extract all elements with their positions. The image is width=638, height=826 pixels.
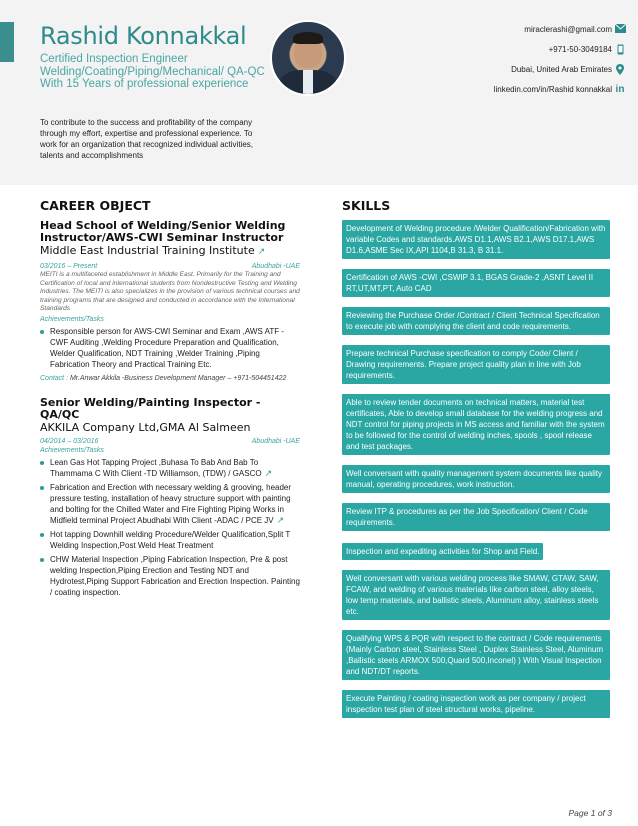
skill-tag: Well conversant with quality management system documents like quality manual, operating procedures, work instruction. (342, 465, 610, 493)
skill-tag: Reviewing the Purchase Order /Contract / Client Technical Specification to execute job with complying the client and code requirements. (342, 307, 610, 335)
skill-tag: Prepare technical Purchase specification to comply Code/ Client / Drawing requirements. Prepare project quality plan in line with Job requirements. (342, 345, 610, 384)
job-contact (40, 374, 300, 383)
photo-hair (293, 32, 323, 44)
contact-linkedin[interactable]: linkedin.com/in/Rashid konnakkal (493, 85, 612, 94)
skill-tag: Able to review tender documents on technical matters, material test certificates, Able to develop small database for the welding progress and NDT control for piping projects in MS access and familiar with the system to be followed for the control of welding inches, spools , spool release and test packages. (342, 394, 610, 455)
task-item: Hot tapping Downhill welding Procedure/Welder Qualification,Split T Welding Inspection,Post Weld Heat Treatment (40, 529, 300, 551)
job-entry (40, 220, 300, 383)
job-company (40, 244, 300, 259)
skill-tag: Qualifying WPS & PQR with respect to the contract / Code requirements (Mainly Carbon steel, Stainless Steel , Duplex Stainless Steel, Aluminum ,Ballistic steels ARMOX 500,Quard 500,Inconel) ) With Visual Inspection and NDT/DT reports. (342, 630, 610, 680)
photo-shirt (303, 70, 313, 94)
career-section-title: CAREER OBJECT (40, 198, 151, 213)
accent-bar (0, 22, 14, 62)
skill-tag: Development of Welding procedure /Welder Qualification/Fabrication with variable Codes and standards.AWS D1.1,AWS B2.1,AWS D17.1,AWS D1.6,ASME Sec IX,API 1104,B 31.3, B 31.1. (342, 220, 610, 259)
job-location: Abudhabi -UAE (251, 437, 300, 445)
skills-section-title: SKILLS (342, 198, 391, 213)
candidate-headline: Certified Inspection Engineer Welding/Coating/Piping/Mechanical/ QA-QC With 15 Years of professional experience (40, 53, 265, 90)
summary-text: To contribute to the success and profitability of the company through my effort, expertise and professional experience. To work for an organization that recognized individual activities, talents and accomplishments (40, 118, 254, 160)
tasks-label: Achievements/Tasks (40, 315, 104, 323)
external-link-icon[interactable]: ↗ (276, 514, 285, 525)
task-item: CHW Material Inspection ,Piping Fabrication Inspection, Pre & post welding Inspection,Piping Erection and Testing NDT and Hydrotest,Piping Support Fabrication and Erection Inspection. Painting / coating inspection. (40, 554, 300, 598)
skill-tag: Review ITP & procedures as per the Job Specification/ Client / Code requirements. (342, 503, 610, 531)
task-item: Responsible person for AWS-CWI Seminar and Exam ,AWS ATF -CWF Auditing ,Welding Procedure Preparation and Qualification, Welder Qualification, NDT Training ,Welder Training ,Piping Fabrication Theory and Practical Training Etc. (40, 326, 300, 370)
external-link-icon[interactable]: ↗ (264, 467, 273, 478)
page-number: Page 1 of 3 (568, 808, 612, 818)
task-item (40, 457, 300, 479)
linkedin-icon: in (615, 84, 625, 95)
phone-icon (614, 44, 626, 56)
job-title: Senior Welding/Painting Inspector - QA/QC (40, 395, 261, 421)
skill-tag: Execute Painting / coating inspection work as per company / project inspection test plan of steel structural works, pipeline. (342, 690, 610, 718)
skill-tag: Well conversant with various welding process like SMAW, GTAW, SAW, FCAW, and welding of various materials like carbon steel, alloy steels, low temp materials, and ballistic steels, Aluminum alloy, stainless steels etc. (342, 570, 610, 620)
contact-email[interactable]: miraclerashi@gmail.com (524, 25, 612, 34)
job-company-name: AKKILA Company Ltd,GMA Al Salmeen (40, 420, 251, 434)
job-meta (40, 438, 300, 445)
location-icon (614, 64, 626, 76)
job-company-name: Middle East Industrial Training Institute (40, 244, 255, 257)
task-text: Lean Gas Hot Tapping Project ,Buhasa To Bab And Bab To Thammama C With Client -TD Williamson, (TDW) / GASCO (50, 457, 262, 478)
email-icon (614, 24, 626, 36)
profile-photo (270, 20, 346, 96)
job-contact-label: Contact : (40, 374, 69, 382)
career-column (40, 220, 300, 601)
task-list (40, 457, 300, 598)
job-title: Head School of Welding/Senior Welding Instructor/AWS-CWI Seminar Instructor (40, 219, 286, 244)
job-meta (40, 263, 300, 270)
task-text: Fabrication and Erection with necessary welding & grooving, header pressure testing, installation of heavy structure support with painting and bolting for the Chilled Water and Fire Fighting Piping Works in Midfield terminal Project Abudhabi With Client -ADAC / PCE JV (50, 482, 292, 525)
task-list (40, 326, 300, 370)
external-link-icon[interactable]: ↗ (257, 247, 266, 257)
job-dates: 03/2016 – Present (40, 263, 98, 270)
contact-phone[interactable]: +971-50-3049184 (548, 45, 612, 54)
tasks-label: Achievements/Tasks (40, 446, 104, 454)
skill-tag: Inspection and expediting activities for Shop and Field. (342, 543, 543, 560)
job-description: MEITI is a multifaceted establishment in Middle East. Primarily for the Training and Certification of local and international students from Nondestructive Testing and Welding Industries. The MEITI is also specializes in the provision of various technical courses and training programs that are designed and conducted in accordance with the International Standards (40, 271, 300, 312)
task-item (40, 482, 300, 526)
job-entry (40, 397, 300, 598)
job-dates: 04/2014 – 03/2016 (40, 437, 99, 445)
job-contact-text: Mr.Anwar Akkila -Business Development Manager – +971-504451422 (69, 374, 287, 382)
skills-column (342, 220, 610, 728)
contact-location: Dubai, United Arab Emirates (511, 65, 612, 74)
job-location: Abudhabi -UAE (251, 263, 300, 270)
candidate-name: Rashid Konnakkal (40, 22, 247, 50)
skill-tag: Certification of AWS -CWI ,CSWIP 3.1, BGAS Grade-2 ,ASNT Level II RT,UT,MT,PT, Auto CAD (342, 269, 610, 297)
